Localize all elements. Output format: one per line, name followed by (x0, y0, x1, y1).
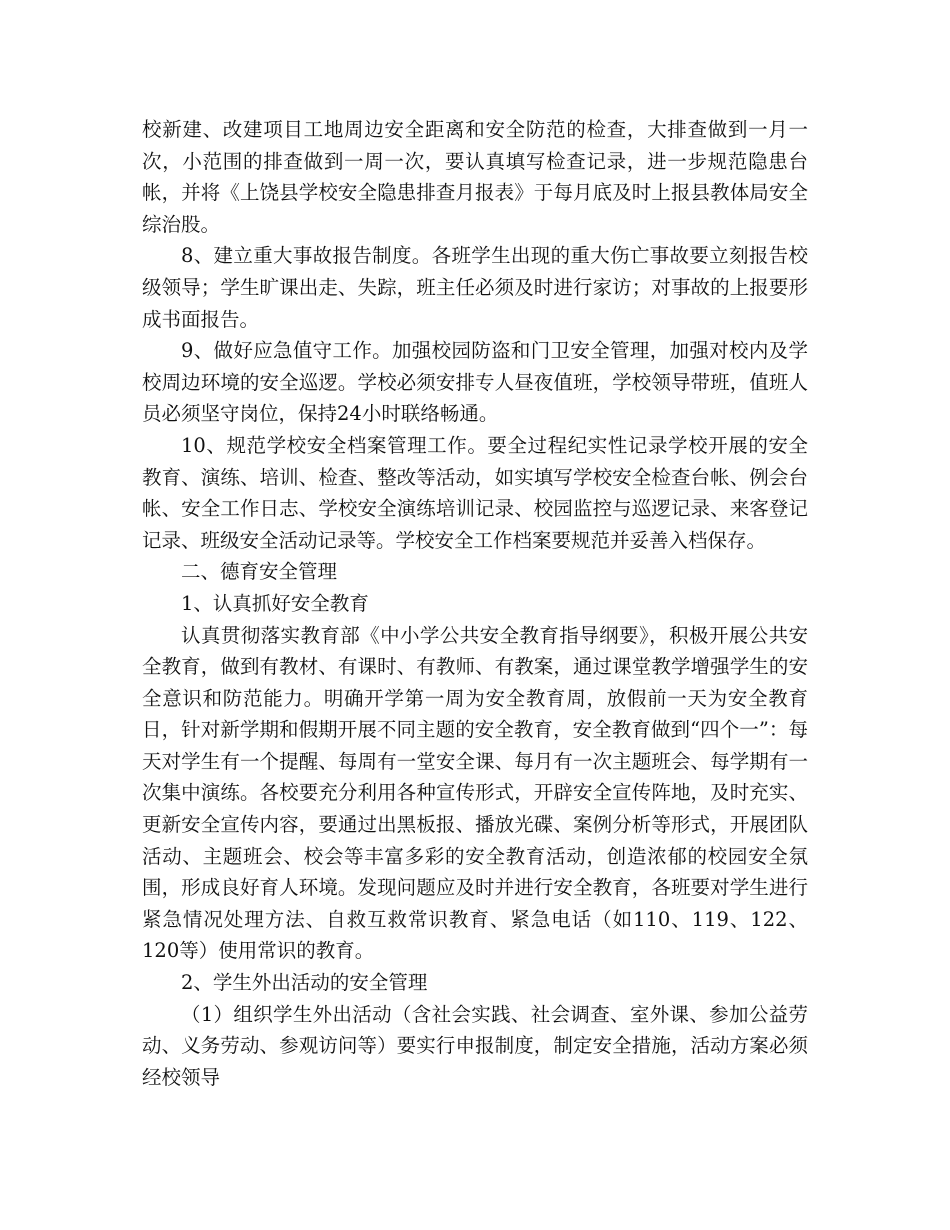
subsection-heading-2: 2、学生外出活动的安全管理 (181, 971, 428, 995)
subsection-heading-1: 1、认真抓好安全教育 (181, 591, 369, 615)
paragraph-2: 8、建立重大事故报告制度。各班学生出现的重大伤亡事故要立刻报告校级领导；学生旷课出走、失踪，班主任必须及时进行家访；对事故的上报要形成书面报告。 (142, 244, 808, 331)
document-body (142, 114, 808, 1093)
section-heading-2: 二、德育安全管理 (181, 560, 338, 584)
paragraph-1: 校新建、改建项目工地周边安全距离和安全防范的检查，大排查做到一月一次，小范围的排查做到一周一次，要认真填写检查记录，进一步规范隐患台帐，并将《上饶县学校安全隐患排查月报表》于每月底及时上报县教体局安全综治股。 (142, 118, 808, 236)
paragraph-5: 认真贯彻落实教育部《中小学公共安全教育指导纲要》，积极开展公共安全教育，做到有教材、有课时、有教师、有教案，通过课堂教学增强学生的安全意识和防范能力。明确开学第一周为安全教育周，放假前一天为安全教育日，针对新学期和假期开展不同主题的安全教育，安全教育做到“四个一”：每天对学生有一个提醒、每周有一堂安全课、每月有一次主题班会、每学期有一次集中演练。各校要充分利用各种宣传形式，开辟安全宣传阵地，及时充实、更新安全宣传内容，要通过出黑板报、播放光碟、案例分析等形式，开展团队活动、主题班会、校会等丰富多彩的安全教育活动，创造浓郁的校园安全氛围，形成良好育人环境。发现问题应及时并进行安全教育，各班要对学生进行紧急情况处理方法、自救互救常识教育、紧急电话（如110、119、122、120等）使用常识的教育。 (142, 623, 808, 963)
paragraph-3: 9、做好应急值守工作。加强校园防盗和门卫安全管理，加强对校内及学校周边环境的安全巡逻。学校必须安排专人昼夜值班，学校领导带班，值班人员必须坚守岗位，保持24小时联络畅通。 (142, 339, 808, 426)
paragraph-4: 10、规范学校安全档案管理工作。要全过程纪实性记录学校开展的安全教育、演练、培训、检查、整改等活动，如实填写学校安全检查台帐、例会台帐、安全工作日志、学校安全演练培训记录、校园监控与巡逻记录、来客登记记录、班级安全活动记录等。学校安全工作档案要规范并妥善入档保存。 (142, 433, 808, 552)
paragraph-6: （1）组织学生外出活动（含社会实践、社会调查、室外课、参加公益劳动、义务劳动、参观访问等）要实行申报制度，制定安全措施，活动方案必须经校领导 (142, 1002, 808, 1089)
